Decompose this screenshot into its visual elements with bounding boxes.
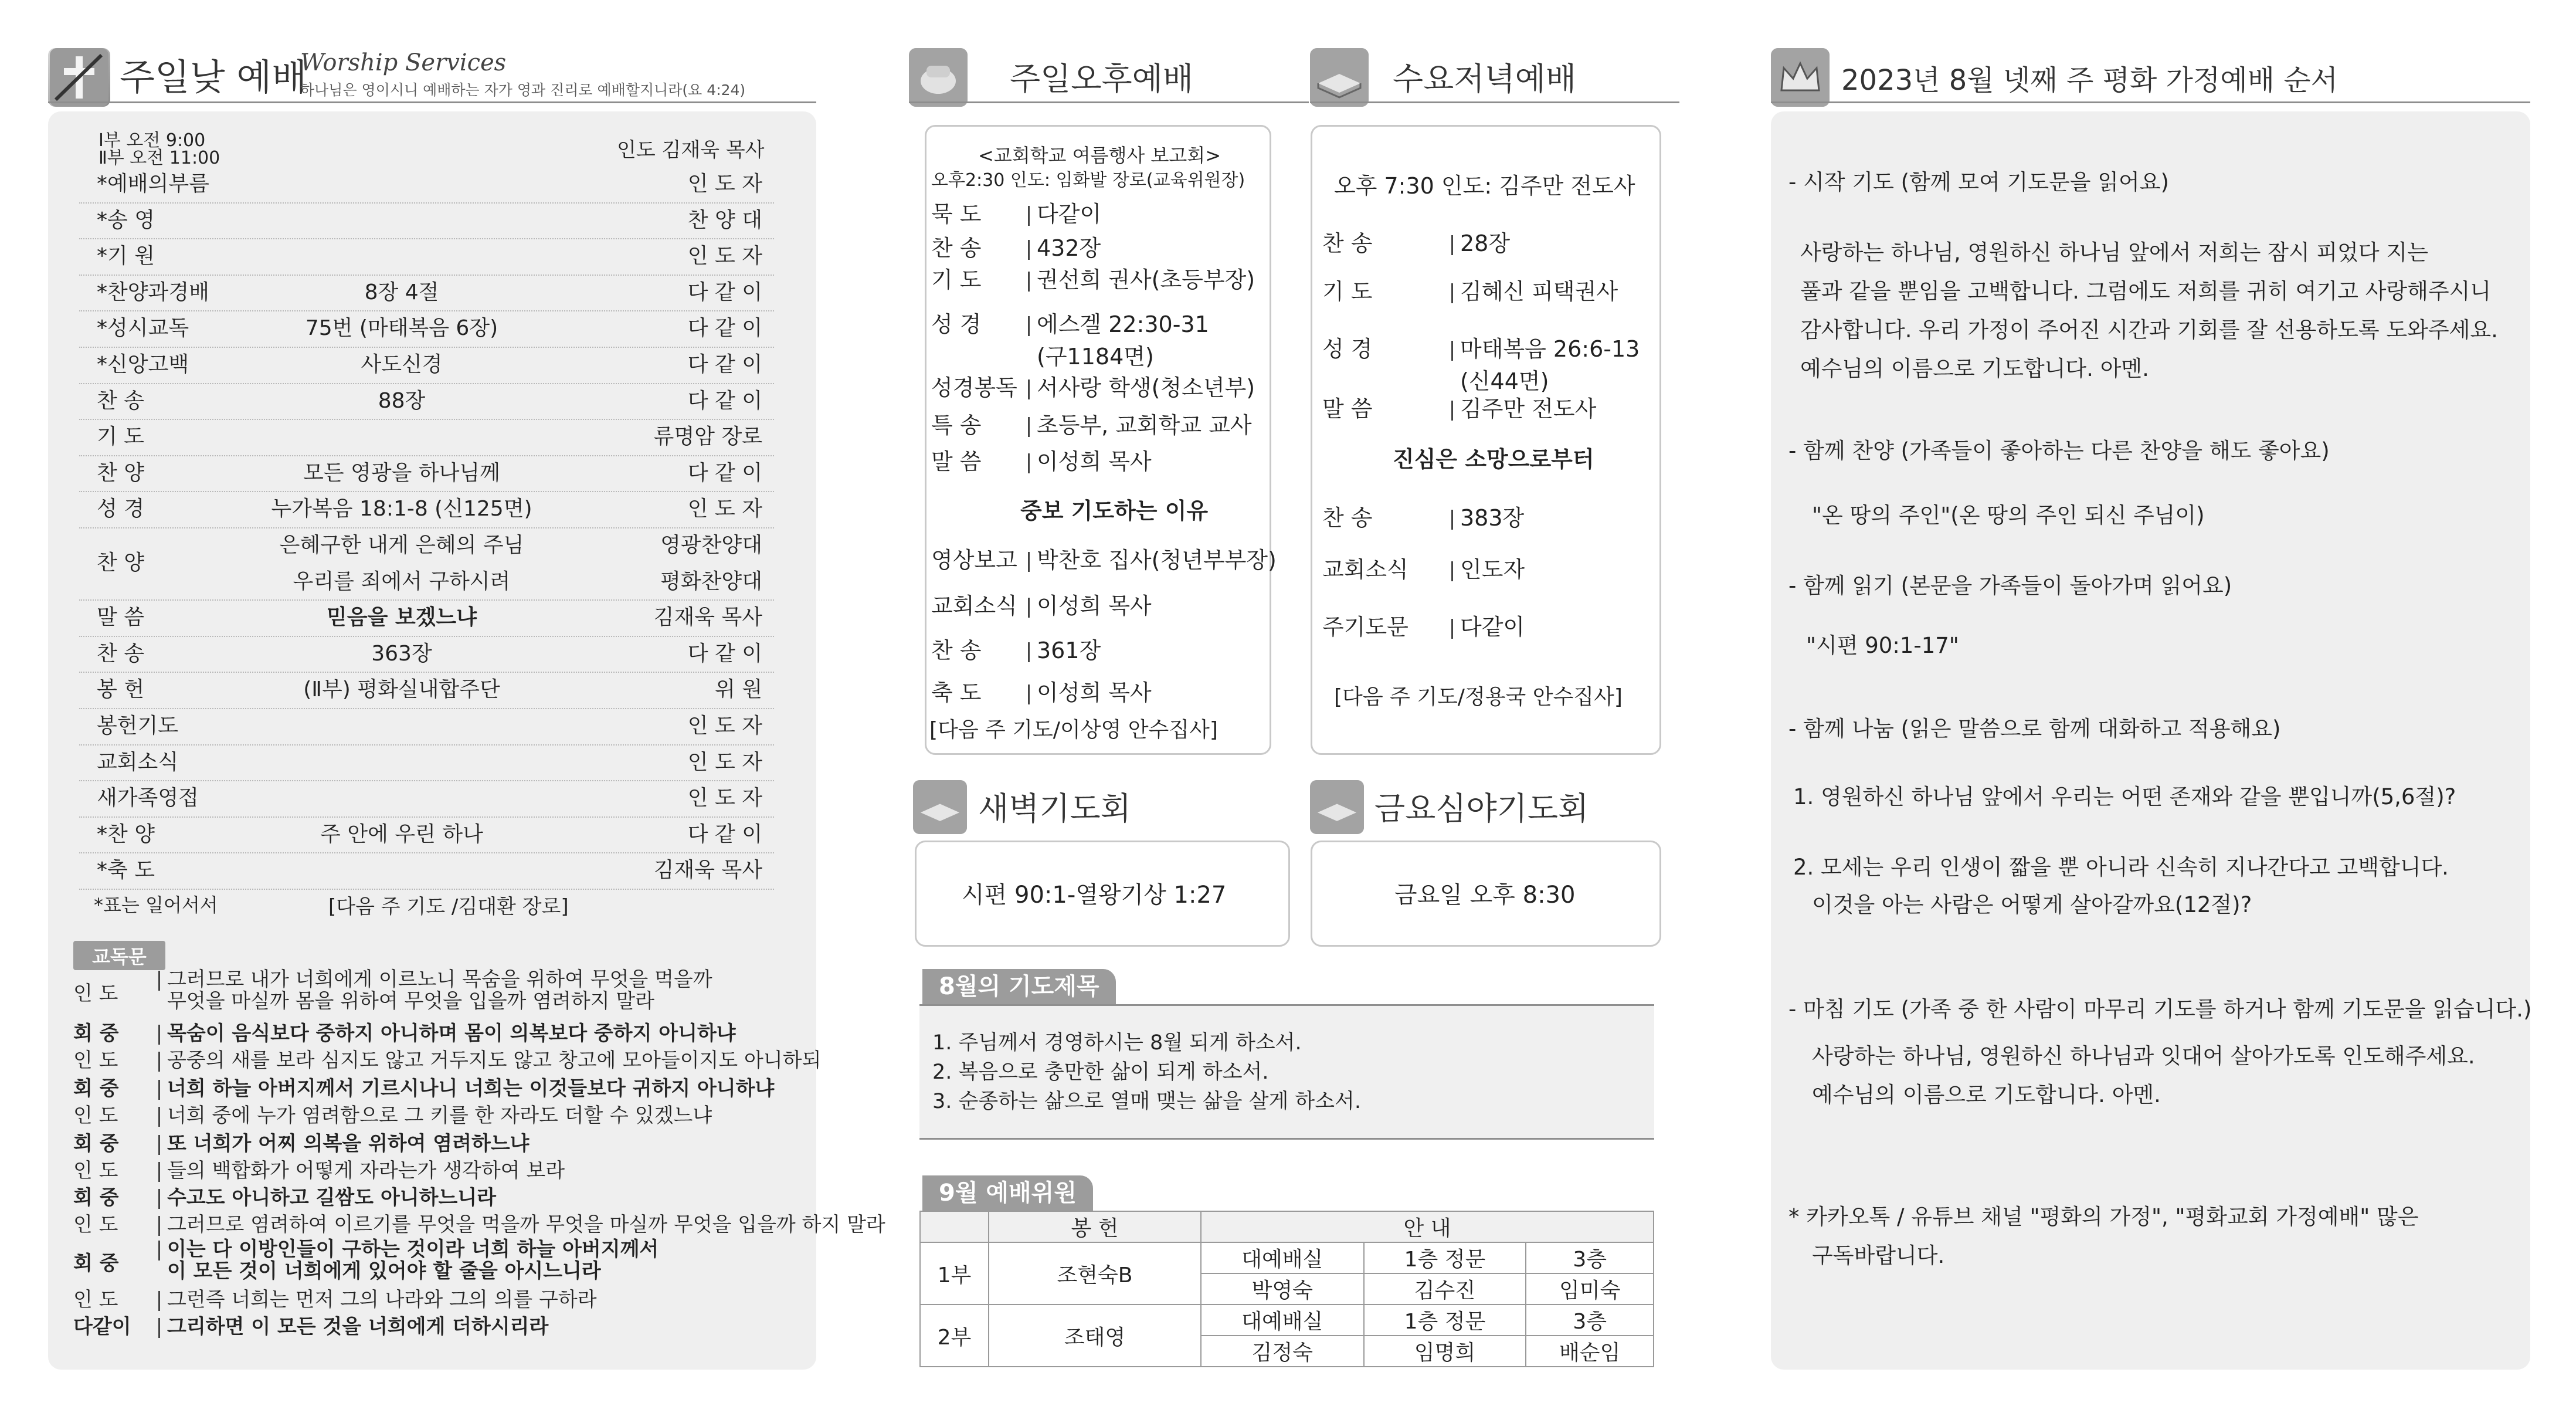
order-item <box>931 230 1101 262</box>
order-leader: 다 같 이 <box>687 460 762 485</box>
order-label: *기 원 <box>97 244 155 269</box>
order-item <box>931 588 1152 620</box>
order-item-value: 361장 <box>1037 638 1101 663</box>
friday-hands-icon <box>1310 780 1364 834</box>
order-leader: 류명암 장로 <box>653 425 762 449</box>
order-item-value: 다같이 <box>1037 201 1102 227</box>
order-content: 363장 <box>371 641 432 666</box>
crown-icon <box>1771 48 1830 107</box>
table-header-row <box>920 1211 1654 1242</box>
order-item <box>1322 609 1525 641</box>
hands-icon <box>909 48 968 107</box>
order-leader: 인 도 자 <box>687 786 762 811</box>
order-item <box>1322 500 1524 532</box>
guide-cell: 배순임 <box>1526 1336 1654 1367</box>
reading-separator <box>158 1241 160 1260</box>
order-item <box>931 262 1255 294</box>
reading-speaker: 회 중 <box>73 1252 119 1275</box>
reading-text-line: 너희 중에 누가 염려함으로 그 키를 한 자라도 더할 수 있겠느냐 <box>167 1104 712 1127</box>
order-item-separator <box>1028 379 1030 399</box>
family-worship-line: - 시작 기도 (함께 모여 기도문을 읽어요) <box>1788 170 2169 195</box>
family-worship-line: 풀과 같을 뿐임을 고백합니다. 그럼에도 저희를 귀히 여기고 사랑해주시니 <box>1800 279 2492 304</box>
reading-separator <box>158 1107 160 1127</box>
offering-cell: 조태영 <box>989 1304 1201 1367</box>
order-leader: 영광찬양대 <box>660 533 762 557</box>
order-label: 찬 송 <box>97 641 144 666</box>
order-row <box>79 383 774 421</box>
order-item <box>931 196 1101 228</box>
afternoon-title: 주일오후예배 <box>1010 60 1193 97</box>
order-item-separator <box>1028 598 1030 618</box>
wednesday-next-prayer: [다음 주 기도/정용국 안수집사] <box>1334 685 1623 709</box>
family-worship-line: 감사합니다. 우리 가정이 주어진 시간과 기회를 잘 선용하도록 도와주세요. <box>1800 317 2498 343</box>
order-item-value: 432장 <box>1037 235 1101 261</box>
reading-speaker: 회 중 <box>73 1132 119 1156</box>
page-title: 주일낮 예배 <box>120 56 307 99</box>
guide-cell: 1층 정문 <box>1364 1304 1526 1336</box>
offering-cell: 조현숙B <box>989 1242 1201 1304</box>
order-row <box>79 527 774 575</box>
order-label: *송 영 <box>97 208 155 232</box>
order-label: *찬양과경배 <box>97 280 209 304</box>
order-item-label: 찬 송 <box>1322 231 1373 256</box>
order-leader: 인 도 자 <box>687 750 762 774</box>
order-content: 75번 (마태복음 6장) <box>305 316 498 341</box>
order-leader: 다 같 이 <box>687 316 762 341</box>
reading-text-line: 들의 백합화가 어떻게 자라는가 생각하여 보라 <box>167 1159 565 1182</box>
order-item-label: 교회소식 <box>1322 557 1409 582</box>
reading-text-line: 그런즉 너희는 먼저 그의 나라와 그의 의를 구하라 <box>167 1288 597 1312</box>
order-item <box>931 443 1152 476</box>
family-worship-line: 예수님의 이름으로 기도합니다. 아멘. <box>1800 356 2149 381</box>
header-rule <box>48 101 816 103</box>
afternoon-next-prayer: [다음 주 기도/이상영 안수집사] <box>929 718 1218 742</box>
guide-cell: 김정숙 <box>1201 1336 1364 1367</box>
reading-separator <box>158 1135 160 1155</box>
order-item-label: 묵 도 <box>931 201 982 227</box>
order-item-label: 찬 송 <box>931 638 982 663</box>
family-worship-line: - 함께 찬양 (가족들이 좋아하는 다른 찬양을 해도 좋아요) <box>1788 438 2330 463</box>
table-header-guide: 안 내 <box>1201 1211 1654 1242</box>
order-item-label: 찬 송 <box>1322 505 1373 531</box>
order-row <box>79 275 774 312</box>
part-cell: 1부 <box>920 1242 989 1304</box>
order-item <box>1322 391 1596 423</box>
order-leader: 인 도 자 <box>687 172 762 196</box>
order-row <box>79 455 774 493</box>
order-item-value: 이성희 목사 <box>1037 593 1152 619</box>
reading-text-line-2: 이 모든 것이 너희에게 있어야 할 줄을 아시느니라 <box>167 1259 601 1283</box>
reading-separator <box>158 1189 160 1209</box>
order-item-value: 383장 <box>1460 505 1525 531</box>
order-label: *예배의부름 <box>97 172 209 196</box>
order-content: 모든 영광을 하나님께 <box>303 460 500 485</box>
order-content: (Ⅱ부) 평화실내합주단 <box>303 677 500 702</box>
order-row <box>79 636 774 673</box>
order-row <box>79 347 774 384</box>
reading-text <box>158 1131 530 1157</box>
order-item <box>1322 331 1640 395</box>
order-item-value-2: (신44면) <box>1460 368 1549 394</box>
reading-text <box>158 1103 712 1129</box>
order-item-separator <box>1028 206 1030 226</box>
order-item-separator <box>1451 283 1453 303</box>
title-verse: 하나님은 영이시니 예배하는 자가 영과 진리로 예배할지니라(요 4:24) <box>300 82 746 99</box>
order-item-value: 에스겔 22:30-31 <box>1037 311 1209 337</box>
order-item-separator <box>1028 272 1030 292</box>
september-servers-table <box>919 1211 1654 1367</box>
reading-text <box>158 1076 774 1102</box>
guide-cell: 3층 <box>1526 1242 1654 1273</box>
wednesday-box <box>1311 125 1661 755</box>
order-item-label: 말 씀 <box>1322 396 1373 422</box>
reading-separator <box>158 1291 160 1311</box>
guide-cell: 김수진 <box>1364 1273 1526 1304</box>
order-label: 기 도 <box>97 425 144 449</box>
order-item <box>931 306 1209 371</box>
wednesday-sermon-title: 진심은 소망으로부터 <box>1393 446 1594 472</box>
next-week-prayer: [다음 주 기도 /김대환 장로] <box>328 895 569 919</box>
reading-text-line: 너희 하늘 아버지께서 기르시나니 너희는 이것들보다 귀하지 아니하냐 <box>167 1077 775 1100</box>
order-content: 주 안에 우린 하나 <box>320 822 483 846</box>
order-item-separator <box>1451 341 1453 361</box>
order-item-label: 주기도문 <box>1322 614 1409 640</box>
wednesday-title: 수요저녁예배 <box>1393 60 1576 97</box>
order-label: 교회소식 <box>97 750 179 774</box>
order-row <box>79 202 774 240</box>
order-content: 은혜구한 내게 은혜의 주님 <box>279 533 524 557</box>
reading-separator <box>158 971 160 991</box>
reading-text <box>158 1048 821 1073</box>
order-item-value: 박찬호 집사(청년부부장) <box>1037 547 1277 573</box>
reading-text-line-2: 무엇을 마실까 몸을 위하여 무엇을 입을까 염려하지 말라 <box>167 989 655 1013</box>
order-item <box>1322 225 1510 257</box>
reading-text <box>158 1239 659 1282</box>
order-leader: 인 도 자 <box>687 714 762 738</box>
order-item-value: 김주만 전도사 <box>1460 396 1597 422</box>
order-item-value: 다같이 <box>1460 614 1525 640</box>
order-leader: 인 도 자 <box>687 244 762 269</box>
guide-cell: 대예배실 <box>1201 1304 1364 1336</box>
service-leader: 인도 김재욱 목사 <box>617 138 765 162</box>
prayer-topic-item: 1. 주님께서 경영하시는 8월 되게 하소서. <box>932 1031 1302 1055</box>
prayer-topic-item: 2. 복음으로 충만한 삶이 되게 하소서. <box>932 1060 1269 1084</box>
reading-speaker: 인 도 <box>73 1213 118 1236</box>
cross-pen-icon <box>48 48 110 107</box>
order-item-separator <box>1028 453 1030 473</box>
service-time-first: Ⅰ부 오전 9:00 <box>99 130 206 151</box>
order-item-value: 인도자 <box>1460 557 1525 582</box>
part-cell: 2부 <box>920 1304 989 1367</box>
order-item-label: 성 경 <box>1322 336 1373 362</box>
order-item <box>931 675 1152 707</box>
order-item <box>1322 551 1525 584</box>
family-worship-line: 예수님의 이름으로 기도합니다. 아멘. <box>1812 1082 2161 1107</box>
title-english: Worship Services <box>300 49 507 76</box>
standing-note: *표는 일어서서 <box>94 894 218 916</box>
order-label: *축 도 <box>97 858 155 883</box>
family-worship-line: - 함께 나눔 (읽은 말씀으로 함께 대화하고 적용해요) <box>1788 716 2281 741</box>
order-row <box>79 419 774 456</box>
wednesday-time-leader: 오후 7:30 인도: 김주만 전도사 <box>1334 173 1635 199</box>
reading-separator <box>158 1025 160 1045</box>
reading-text <box>158 1185 496 1211</box>
family-worship-line: 2. 모세는 우리 인생이 짧을 뿐 아니라 신속히 지나간다고 고백합니다. <box>1793 855 2449 880</box>
family-worship-rule <box>1771 101 2530 103</box>
reading-text-line: 또 너희가 어찌 의복을 위하여 염려하느냐 <box>167 1132 530 1156</box>
afternoon-sermon-title: 중보 기도하는 이유 <box>1020 498 1209 524</box>
order-item-label: 성경봉독 <box>931 375 1017 401</box>
reading-separator <box>158 1080 160 1100</box>
order-item-label: 성 경 <box>931 311 982 337</box>
order-item-separator <box>1451 401 1453 421</box>
order-item-value: 28장 <box>1460 231 1511 256</box>
order-label: 찬 양 <box>97 460 144 485</box>
order-item <box>931 370 1255 402</box>
dawn-hands-icon <box>913 780 967 834</box>
order-content: 사도신경 <box>361 353 443 377</box>
order-label: *신앙고백 <box>97 353 189 377</box>
reading-text <box>158 1158 565 1184</box>
afternoon-time-leader: 오후2:30 인도: 임화발 장로(교육위원장) <box>931 170 1245 191</box>
order-row <box>79 708 774 746</box>
order-item-separator <box>1028 316 1030 336</box>
order-row <box>79 599 774 637</box>
reading-text <box>158 969 712 1012</box>
order-leader: 다 같 이 <box>687 388 762 413</box>
order-item-label: 기 도 <box>931 267 982 293</box>
order-item-value: 서사랑 학생(청소년부) <box>1037 375 1255 401</box>
reading-text-line: 공중의 새를 보라 심지도 않고 거두지도 않고 창고에 모아들이지도 아니하되 <box>167 1049 822 1072</box>
guide-cell: 3층 <box>1526 1304 1654 1336</box>
order-item-separator <box>1028 240 1030 260</box>
wednesday-rule <box>1310 101 1679 103</box>
reading-speaker: 인 도 <box>73 1104 118 1127</box>
order-item-separator <box>1451 510 1453 530</box>
reading-text <box>158 1021 736 1046</box>
reading-speaker: 인 도 <box>73 1049 118 1072</box>
family-worship-line: * 카카오톡 / 유튜브 채널 "평화의 가정", "평화교회 가정예배" 많은 <box>1788 1204 2419 1229</box>
order-item-label: 영상보고 <box>931 547 1017 573</box>
order-label: 봉 헌 <box>97 677 144 702</box>
reading-text <box>158 1212 885 1238</box>
afternoon-event: <교회학교 여름행사 보고회> <box>978 144 1221 167</box>
order-item-value: 이성희 목사 <box>1037 449 1152 475</box>
order-label: 말 씀 <box>97 605 144 630</box>
september-servers-label: 9월 예배위원 <box>922 1175 1093 1211</box>
table-header-offering: 봉 헌 <box>989 1211 1201 1242</box>
order-leader: 다 같 이 <box>687 353 762 377</box>
reading-speaker: 인 도 <box>73 982 118 1005</box>
reading-text-line: 수고도 아니하고 길쌈도 아니하느니라 <box>167 1186 497 1209</box>
order-item-label: 축 도 <box>931 680 982 706</box>
family-worship-line: 사랑하는 하나님, 영원하신 하나님 앞에서 저희는 잠시 피었다 지는 <box>1800 240 2428 265</box>
reading-speaker: 회 중 <box>73 1077 119 1100</box>
order-item-value: 마태복음 26:6-13 <box>1460 336 1640 362</box>
reading-speaker: 다같이 <box>73 1315 131 1339</box>
guide-cell: 임미숙 <box>1526 1273 1654 1304</box>
order-row <box>79 564 774 601</box>
reading-text-line: 그러므로 염려하여 이르기를 무엇을 먹을까 무엇을 마실까 무엇을 입을까 하지 말라 <box>167 1213 885 1236</box>
table-row <box>920 1242 1654 1273</box>
order-leader: 찬 양 대 <box>687 208 762 232</box>
order-item-value: 김혜신 피택권사 <box>1460 279 1618 304</box>
reading-label: 교독문 <box>73 941 165 970</box>
service-time-second: Ⅱ부 오전 11:00 <box>99 148 220 168</box>
friday-title: 금요심야기도회 <box>1374 790 1589 827</box>
order-item-label: 말 씀 <box>931 449 982 475</box>
order-label: *찬 양 <box>97 822 155 846</box>
guide-cell: 임명희 <box>1364 1336 1526 1367</box>
order-content: 누가복음 18:1-8 (신125면) <box>271 497 532 521</box>
order-row <box>79 744 774 782</box>
order-item-separator <box>1028 417 1030 437</box>
order-item-value: 권선희 권사(초등부장) <box>1037 267 1255 293</box>
guide-cell: 1층 정문 <box>1364 1242 1526 1273</box>
order-item-value: 초등부, 교회학교 교사 <box>1037 412 1252 438</box>
order-leader: 인 도 자 <box>687 497 762 521</box>
order-label: 새가족영접 <box>97 786 199 811</box>
table-row <box>920 1304 1654 1336</box>
order-row <box>79 672 774 709</box>
order-label: 찬 양 <box>97 551 144 575</box>
order-item-separator <box>1451 619 1453 639</box>
family-worship-line: - 함께 읽기 (본문을 가족들이 돌아가며 읽어요) <box>1788 573 2232 598</box>
order-leader: 다 같 이 <box>687 280 762 304</box>
reading-text <box>158 1314 548 1340</box>
prayer-topic-item: 3. 순종하는 삶으로 열매 맺는 삶을 살게 하소서. <box>932 1090 1361 1113</box>
order-item-separator <box>1028 685 1030 704</box>
family-worship-line: 사랑하는 하나님, 영원하신 하나님과 잇대어 살아가도록 인도해주세요. <box>1812 1043 2475 1069</box>
order-row <box>79 491 774 528</box>
order-row <box>79 238 774 276</box>
order-label: 성 경 <box>97 497 144 521</box>
dawn-text: 시편 90:1-열왕기상 1:27 <box>962 882 1227 909</box>
order-item-label: 교회소식 <box>931 593 1017 619</box>
family-worship-line: - 마침 기도 (가족 중 한 사람이 마무리 기도를 하거나 함께 기도문을 읽습니다.) <box>1788 997 2532 1022</box>
order-item-separator <box>1451 235 1453 255</box>
family-worship-line: 1. 영원하신 하나님 앞에서 우리는 어떤 존재와 같을 뿐입니까(5,6절)? <box>1793 784 2456 809</box>
order-item-value-2: (구1184면) <box>1037 344 1154 370</box>
order-item <box>931 542 1277 574</box>
prayer-topics-label: 8월의 기도제목 <box>922 969 1116 1004</box>
reading-text <box>158 1287 597 1313</box>
order-label: 찬 송 <box>97 388 144 413</box>
reading-separator <box>158 1162 160 1182</box>
table-header-blank <box>920 1211 989 1242</box>
reading-speaker: 인 도 <box>73 1288 118 1312</box>
order-leader: 평화찬양대 <box>660 569 762 594</box>
order-row <box>79 852 774 890</box>
order-row <box>79 816 774 854</box>
order-leader: 김재욱 목사 <box>653 605 762 630</box>
family-worship-line: "온 땅의 주인"(온 땅의 주인 되신 주님이) <box>1812 503 2205 528</box>
family-worship-line: 이것을 아는 사람은 어떻게 살아갈까요(12절)? <box>1812 892 2252 917</box>
order-row <box>79 310 774 348</box>
reading-speaker: 회 중 <box>73 1186 119 1209</box>
reading-separator <box>158 1318 160 1338</box>
reading-separator <box>158 1216 160 1236</box>
order-item-separator <box>1028 552 1030 572</box>
friday-text: 금요일 오후 8:30 <box>1394 882 1576 909</box>
bible-icon <box>1310 48 1369 107</box>
order-label: *성시교독 <box>97 316 189 341</box>
guide-cell: 대예배실 <box>1201 1242 1364 1273</box>
order-content: 우리를 죄에서 구하시려 <box>293 569 511 594</box>
family-worship-line: 구독바랍니다. <box>1812 1243 1945 1268</box>
dawn-title: 새벽기도회 <box>978 790 1131 827</box>
reading-text-line: 이는 다 이방인들이 구하는 것이라 너희 하늘 아버지께서 <box>167 1238 659 1261</box>
order-item-label: 특 송 <box>931 412 982 438</box>
reading-speaker: 회 중 <box>73 1022 119 1045</box>
reading-text-line: 그리하면 이 모든 것을 너희에게 더하시리라 <box>167 1315 549 1339</box>
reading-separator <box>158 1052 160 1072</box>
reading-text-line: 목숨이 음식보다 중하지 아니하며 몸이 의복보다 중하지 아니하냐 <box>167 1022 736 1045</box>
order-content: 88장 <box>378 388 426 413</box>
family-worship-line: "시편 90:1-17" <box>1806 633 1959 658</box>
order-item-separator <box>1028 642 1030 662</box>
order-item-label: 찬 송 <box>931 235 982 261</box>
reading-text-line: 그러므로 내가 너희에게 이르노니 목숨을 위하여 무엇을 먹을까 <box>167 968 712 991</box>
guide-cell: 박영숙 <box>1201 1273 1364 1304</box>
afternoon-rule <box>909 101 1309 103</box>
order-item-separator <box>1451 561 1453 581</box>
order-row <box>79 780 774 818</box>
order-item <box>1322 273 1618 306</box>
order-item <box>931 632 1101 665</box>
order-leader: 다 같 이 <box>687 822 762 846</box>
order-leader: 다 같 이 <box>687 641 762 666</box>
order-content: 8장 4절 <box>364 280 439 304</box>
order-item-label: 기 도 <box>1322 279 1373 304</box>
order-leader: 김재욱 목사 <box>653 858 762 883</box>
order-leader: 위 원 <box>715 677 762 702</box>
order-row <box>79 166 774 204</box>
family-worship-title: 2023년 8월 넷째 주 평화 가정예배 순서 <box>1841 64 2339 97</box>
order-item <box>931 407 1252 439</box>
order-content: 믿음을 보겠느냐 <box>327 605 477 630</box>
order-label: 봉헌기도 <box>97 714 179 738</box>
reading-speaker: 인 도 <box>73 1159 118 1182</box>
order-item-value: 이성희 목사 <box>1037 680 1152 706</box>
